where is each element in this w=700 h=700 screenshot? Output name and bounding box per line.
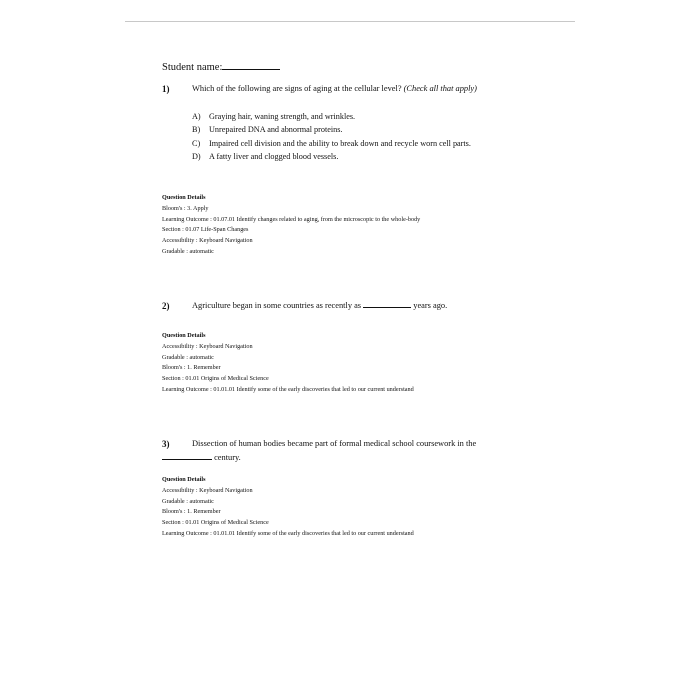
choice-text: Impaired cell division and the ability to break down and recycle worn cell parts. — [209, 138, 471, 148]
question-1-number: 1) — [162, 84, 170, 94]
choice-letter: A) — [192, 112, 201, 121]
question-3-number: 3) — [162, 439, 170, 449]
question-3-details — [162, 475, 414, 540]
choice-letter: C) — [192, 138, 201, 148]
choice-text: A fatty liver and clogged blood vessels. — [209, 151, 339, 161]
details-line: Accessibility : Keyboard Navigation — [162, 237, 253, 245]
question-3-suffix: century. — [214, 453, 241, 462]
details-heading: Question Details — [162, 476, 206, 483]
top-divider — [125, 21, 575, 22]
question-2-blank[interactable] — [363, 299, 411, 308]
question-3-blank[interactable] — [162, 451, 212, 460]
choice-d[interactable] — [192, 150, 471, 163]
details-line: Gradable : automatic — [162, 497, 214, 505]
details-line: Section : 01.01 Origins of Medical Science — [162, 519, 269, 527]
choice-letter: D) — [192, 151, 201, 161]
question-2-suffix: years ago. — [413, 301, 448, 310]
question-1-choices — [192, 110, 471, 163]
details-line: Gradable : automatic — [162, 353, 214, 361]
details-line: Gradable : automatic — [162, 247, 214, 255]
details-line: Learning Outcome : 01.01.01 Identify some of the early discoveries that led to our current understand — [162, 529, 414, 537]
details-heading: Question Details — [162, 194, 206, 201]
question-2-details — [162, 331, 414, 396]
question-1-hint: (Check all that apply) — [403, 84, 477, 93]
choice-c[interactable] — [192, 137, 471, 150]
question-1-prompt: Which of the following are signs of aging at the cellular level? — [192, 84, 402, 93]
details-line: Bloom's : 1. Remember — [162, 364, 221, 372]
details-line: Learning Outcome : 01.07.01 Identify changes related to aging, from the microscopic to the whole-body — [162, 215, 421, 223]
question-2-prompt: Agriculture began in some countries as recently as — [192, 301, 362, 310]
question-1-details — [162, 193, 420, 258]
details-line: Section : 01.07 Life-Span Changes — [162, 226, 249, 234]
details-heading: Question Details — [162, 332, 206, 339]
student-name-blank[interactable] — [222, 59, 280, 70]
details-line: Bloom's : 1. Remember — [162, 508, 221, 516]
details-line: Accessibility : Keyboard Navigation — [162, 486, 253, 494]
choice-a[interactable] — [192, 110, 471, 123]
choice-text: Unrepaired DNA and abnormal proteins. — [209, 125, 343, 135]
question-3-text-line2 — [162, 451, 241, 464]
question-3-text — [192, 437, 476, 450]
question-1-text — [192, 82, 477, 95]
details-line: Accessibility : Keyboard Navigation — [162, 342, 253, 350]
student-name-label: Student name: — [162, 62, 223, 73]
details-line: Section : 01.01 Origins of Medical Science — [162, 375, 269, 383]
student-name-field — [162, 59, 280, 73]
details-line: Learning Outcome : 01.01.01 Identify some of the early discoveries that led to our current understand — [162, 385, 414, 393]
question-3-prompt: Dissection of human bodies became part of formal medical school coursework in the — [192, 439, 477, 448]
question-2-number: 2) — [162, 301, 170, 311]
question-2-text — [192, 299, 447, 312]
choice-text: Graying hair, waning strength, and wrinkles. — [209, 112, 356, 121]
choice-b[interactable] — [192, 123, 471, 136]
details-line: Bloom's : 3. Apply — [162, 204, 209, 212]
choice-letter: B) — [192, 125, 201, 135]
